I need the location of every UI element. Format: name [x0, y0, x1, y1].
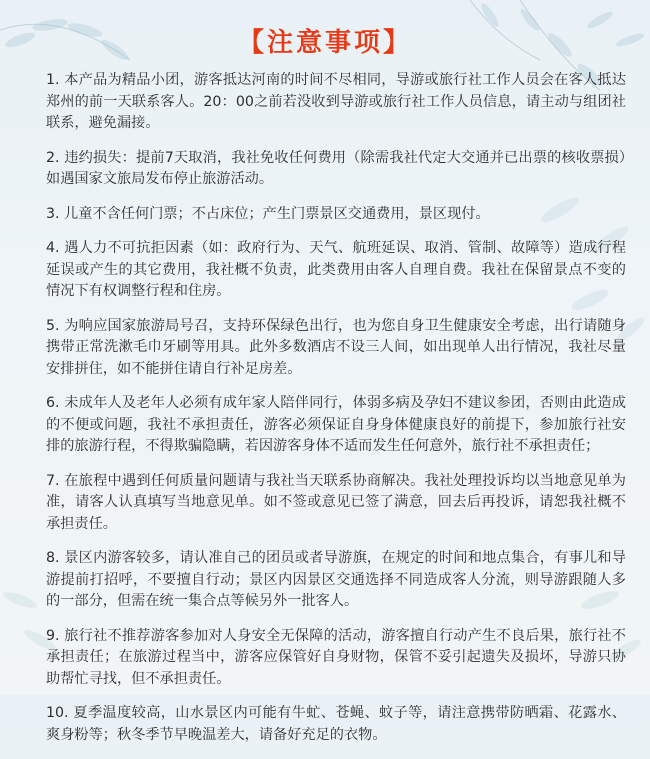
notice-item: 7. 在旅程中遇到任何质量问题请与我社当天联系协商解决。我社处理投诉均以当地意见单为准，请客人认真填写当地意见单。如不签或意见已签了满意，回去后再投诉，请恕我社概不承担责任。: [46, 472, 626, 532]
notice-item: 5. 为响应国家旅游局号召，支持环保绿色出行，也为您自身卫生健康安全考虑，出行请随身携带正常洗漱毛巾牙刷等用具。此外多数酒店不设三人间，如出现单人出行情况，我社尽量安排拼住，如不能拼住请自行补足房差。: [46, 317, 626, 377]
page-title: 【注意事项】: [237, 28, 412, 58]
notice-list: [30, 70, 626, 759]
notice-item: 1. 本产品为精品小团，游客抵达河南的时间不尽相同，导游或旅行社工作人员会在客人抵达郑州的前一天联系客人。20：00之前若没收到导游或旅行社工作人员信息，请主动与组团社联系，避免漏接。: [46, 72, 626, 131]
notice-item: 3. 儿童不含任何门票；不占床位；产生门票景区交通费用，景区现付。: [46, 205, 490, 222]
notice-item: 8. 景区内游客较多，请认准自己的团员或者导游旗，在规定的时间和地点集合，有事儿和导游提前打招呼，不要擅自行动；景区内因景区交通选择不同造成客人分流，则导游跟随人多的一部分，但需在统一集合点等候另外一批客人。: [46, 550, 626, 609]
notice-item: 10. 夏季温度较高，山水景区内可能有牛虻、苍蝇、蚊子等，请注意携带防晒霜、花露水、爽身粉等；秋冬季节早晚温差大，请备好充足的衣物。: [46, 705, 626, 743]
notice-item: 2. 违约损失：提前7天取消，我社免收任何费用（除需我社代定大交通并已出票的核收票损）如遇国家文旅局发布停止旅游活动。: [46, 149, 626, 187]
notice-item: 4. 遇人力不可抗拒因素（如：政府行为、天气、航班延误、取消、管制、故障等）造成行程延误或产生的其它费用，我社概不负责，此类费用由客人自理自费。我社在保留景点不变的情况下有权调整行程和住房。: [46, 240, 626, 299]
notice-item: 6. 未成年人及老年人必须有成年家人陪伴同行，体弱多病及孕妇不建议参团，否则由此造成的不便或问题，我社不承担责任，游客必须保证自身身体健康良好的前提下，参加旅行社安排的旅游行程，不得欺骗隐瞒，若因游客身体不适而发生任何意外，旅行社不承担责任；: [46, 395, 626, 454]
notice-item: 9. 旅行社不推荐游客参加对人身安全无保障的活动，游客擅自行动产生不良后果，旅行社不承担责任；在旅游过程当中，游客应保管好自身财物，保管不妥引起遗失及损坏，导游只协助帮忙寻找，但不承担责任。: [46, 627, 626, 687]
